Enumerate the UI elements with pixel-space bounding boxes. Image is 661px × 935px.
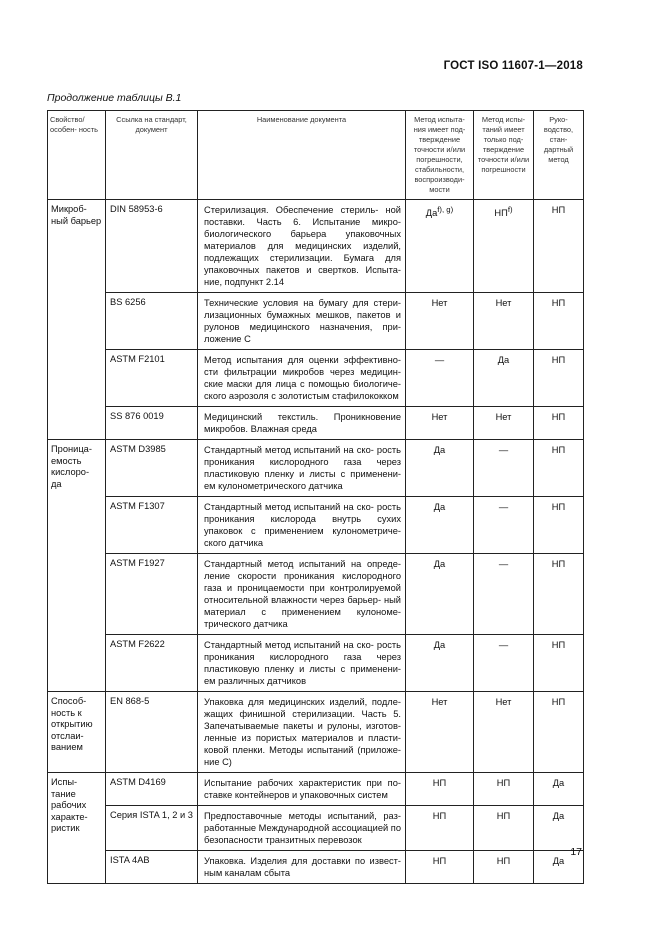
document-name-cell: Стандартный метод испытаний на опреде- ление скорости проникания кислородного газа и проницаемости при контролируемой относительной влажности через барьер- ный материал с применением кулономе- трического датчика [198, 554, 406, 635]
method-value: НП [432, 811, 447, 821]
method-value: Да [425, 208, 438, 219]
reference-cell: ASTM F2101 [106, 350, 198, 407]
guidance-cell: Да [534, 773, 584, 806]
reference-cell: SS 876 0019 [106, 407, 198, 440]
method-value: Да [433, 445, 446, 455]
method-value: НП [496, 811, 511, 821]
method-value-cell [474, 851, 534, 884]
method-value-cell [474, 806, 534, 851]
table-row [48, 692, 584, 773]
table-header-row [48, 111, 584, 200]
guidance-cell: НП [534, 293, 584, 350]
method-value-cell [474, 293, 534, 350]
method-value-cell [406, 200, 474, 293]
method-value: Нет [495, 412, 512, 422]
document-name-cell: Предпоставочные методы испытаний, раз- работанные Международной ассоциацией по безопасности транзитных перевозок [198, 806, 406, 851]
method-value-cell [474, 554, 534, 635]
table-row [48, 407, 584, 440]
table-row [48, 806, 584, 851]
method-value: НП [496, 856, 511, 866]
table-row [48, 350, 584, 407]
method-value: Нет [495, 697, 512, 707]
document-name-cell: Упаковка. Изделия для доставки по извест- ным каналам сбыта [198, 851, 406, 884]
guidance-cell: НП [534, 554, 584, 635]
reference-cell: BS 6256 [106, 293, 198, 350]
method-value-cell [406, 440, 474, 497]
method-value: Да [497, 355, 510, 365]
document-name-cell: Стандартный метод испытаний на ско- рость проникания кислородного газа через пластиковую пленку и листы с применени- ем кулонометрического датчика [198, 440, 406, 497]
reference-cell: ISTA 4AB [106, 851, 198, 884]
guidance-cell: НП [534, 635, 584, 692]
guidance-cell: НП [534, 692, 584, 773]
method-value: НП [496, 778, 511, 788]
method-value: Да [433, 502, 446, 512]
guidance-cell: НП [534, 497, 584, 554]
document-name-cell: Упаковка для медицинских изделий, подле- жащих финишной стерилизации. Часть 5. Запечатываемые пакеты и рулоны, изготов- ленные из пористых материалов и пласти- ковой пленки. Методы испытаний (приложе- ние С) [198, 692, 406, 773]
reference-cell: ASTM D4169 [106, 773, 198, 806]
reference-cell: ASTM F1927 [106, 554, 198, 635]
method-value: — [498, 502, 509, 512]
method-value-cell [406, 407, 474, 440]
method-value-cell [406, 497, 474, 554]
method-value-cell [474, 692, 534, 773]
table-row [48, 554, 584, 635]
document-number: ГОСТ ISO 11607-1—2018 [443, 60, 583, 72]
guidance-cell: Да [534, 806, 584, 851]
guidance-cell: НП [534, 350, 584, 407]
table-row [48, 773, 584, 806]
method-value-cell [474, 200, 534, 293]
reference-cell: Серия ISTA 1, 2 и 3 [106, 806, 198, 851]
col-header-method-accuracy: Метод испы- таний имеет только под- тверждение точности и/или погрешности [474, 111, 534, 200]
property-cell: Испы- тание рабочих характе- ристик [48, 773, 106, 884]
table-row [48, 200, 584, 293]
method-value-cell [406, 350, 474, 407]
property-cell: Проница- емость кислоро- да [48, 440, 106, 692]
method-value: — [498, 640, 509, 650]
method-value-cell [474, 407, 534, 440]
col-header-document-name: Наименование документа [198, 111, 406, 200]
document-name-cell: Стандартный метод испытаний на ско- рость проникания кислорода внутрь сухих упаковок с применением кулонометриче- ского датчика [198, 497, 406, 554]
method-value-cell [406, 806, 474, 851]
col-header-method-full: Метод испыта- ния имеет под- тверждение точности и/или погрешности, стабильности, воспроизводи- мости [406, 111, 474, 200]
reference-cell: ASTM F1307 [106, 497, 198, 554]
method-value-cell [406, 554, 474, 635]
method-value-cell [406, 635, 474, 692]
table-row [48, 497, 584, 554]
document-name-cell: Стерилизация. Обеспечение стериль- ной поставки. Часть 6. Испытание микро- биологического барьера упаковочных материалов для медицинских изделий, подлежащих стерилизации. Бумага для упаковочных пакетов и свертков. Испыта- ние, подпункт 2.14 [198, 200, 406, 293]
guidance-cell: НП [534, 200, 584, 293]
guidance-cell: НП [534, 440, 584, 497]
footnote-mark: f), g) [437, 205, 454, 214]
table-row [48, 440, 584, 497]
method-value: НП [432, 778, 447, 788]
document-name-cell: Медицинский текстиль. Проникновение микробов. Влажная среда [198, 407, 406, 440]
method-value-cell [474, 440, 534, 497]
method-value: — [498, 445, 509, 455]
col-header-property: Свойство/ особен- ность [48, 111, 106, 200]
table-row [48, 635, 584, 692]
method-value: Да [433, 640, 446, 650]
method-value: Нет [495, 298, 512, 308]
footnote-mark: f) [507, 205, 513, 214]
document-name-cell: Стандартный метод испытаний на ско- рость проникания кислородного газа через пластиковую пленку и листы с применени- ем различных датчиков [198, 635, 406, 692]
method-value: — [434, 355, 445, 365]
table-row [48, 851, 584, 884]
property-cell: Микроб- ный барьер [48, 200, 106, 440]
standards-table [47, 110, 584, 884]
method-value: НП [432, 856, 447, 866]
guidance-cell: Да [534, 851, 584, 884]
method-value-cell [406, 851, 474, 884]
method-value-cell [474, 773, 534, 806]
table-continuation-caption: Продолжение таблицы В.1 [47, 92, 182, 104]
document-name-cell: Метод испытания для оценки эффективно- сти фильтрации микробов через медицин- ские маски для лица с помощью биологиче- ского аэрозоля с золотистым стафилококком [198, 350, 406, 407]
method-value-cell [406, 692, 474, 773]
method-value: — [498, 559, 509, 569]
method-value-cell [474, 497, 534, 554]
reference-cell: EN 868-5 [106, 692, 198, 773]
document-name-cell: Испытание рабочих характеристик при по- ставке контейнеров и упаковочных систем [198, 773, 406, 806]
method-value: Нет [431, 412, 448, 422]
method-value: Нет [431, 697, 448, 707]
guidance-cell: НП [534, 407, 584, 440]
method-value-cell [474, 350, 534, 407]
reference-cell: DIN 58953-6 [106, 200, 198, 293]
method-value-cell [406, 773, 474, 806]
table-row [48, 293, 584, 350]
document-name-cell: Технические условия на бумагу для стери- лизационных бумажных мешков, пакетов и рулонов медицинского назначения, при- ложение С [198, 293, 406, 350]
reference-cell: ASTM F2622 [106, 635, 198, 692]
col-header-guidance: Руко- водство, стан- дартный метод [534, 111, 584, 200]
method-value-cell [474, 635, 534, 692]
property-cell: Способ- ность к открытию отслаи- ванием [48, 692, 106, 773]
reference-cell: ASTM D3985 [106, 440, 198, 497]
method-value: НП [494, 208, 508, 219]
method-value: Нет [431, 298, 448, 308]
method-value-cell [406, 293, 474, 350]
col-header-reference: Ссылка на стандарт, документ [106, 111, 198, 200]
method-value: Да [433, 559, 446, 569]
page-number: 17 [570, 846, 582, 858]
